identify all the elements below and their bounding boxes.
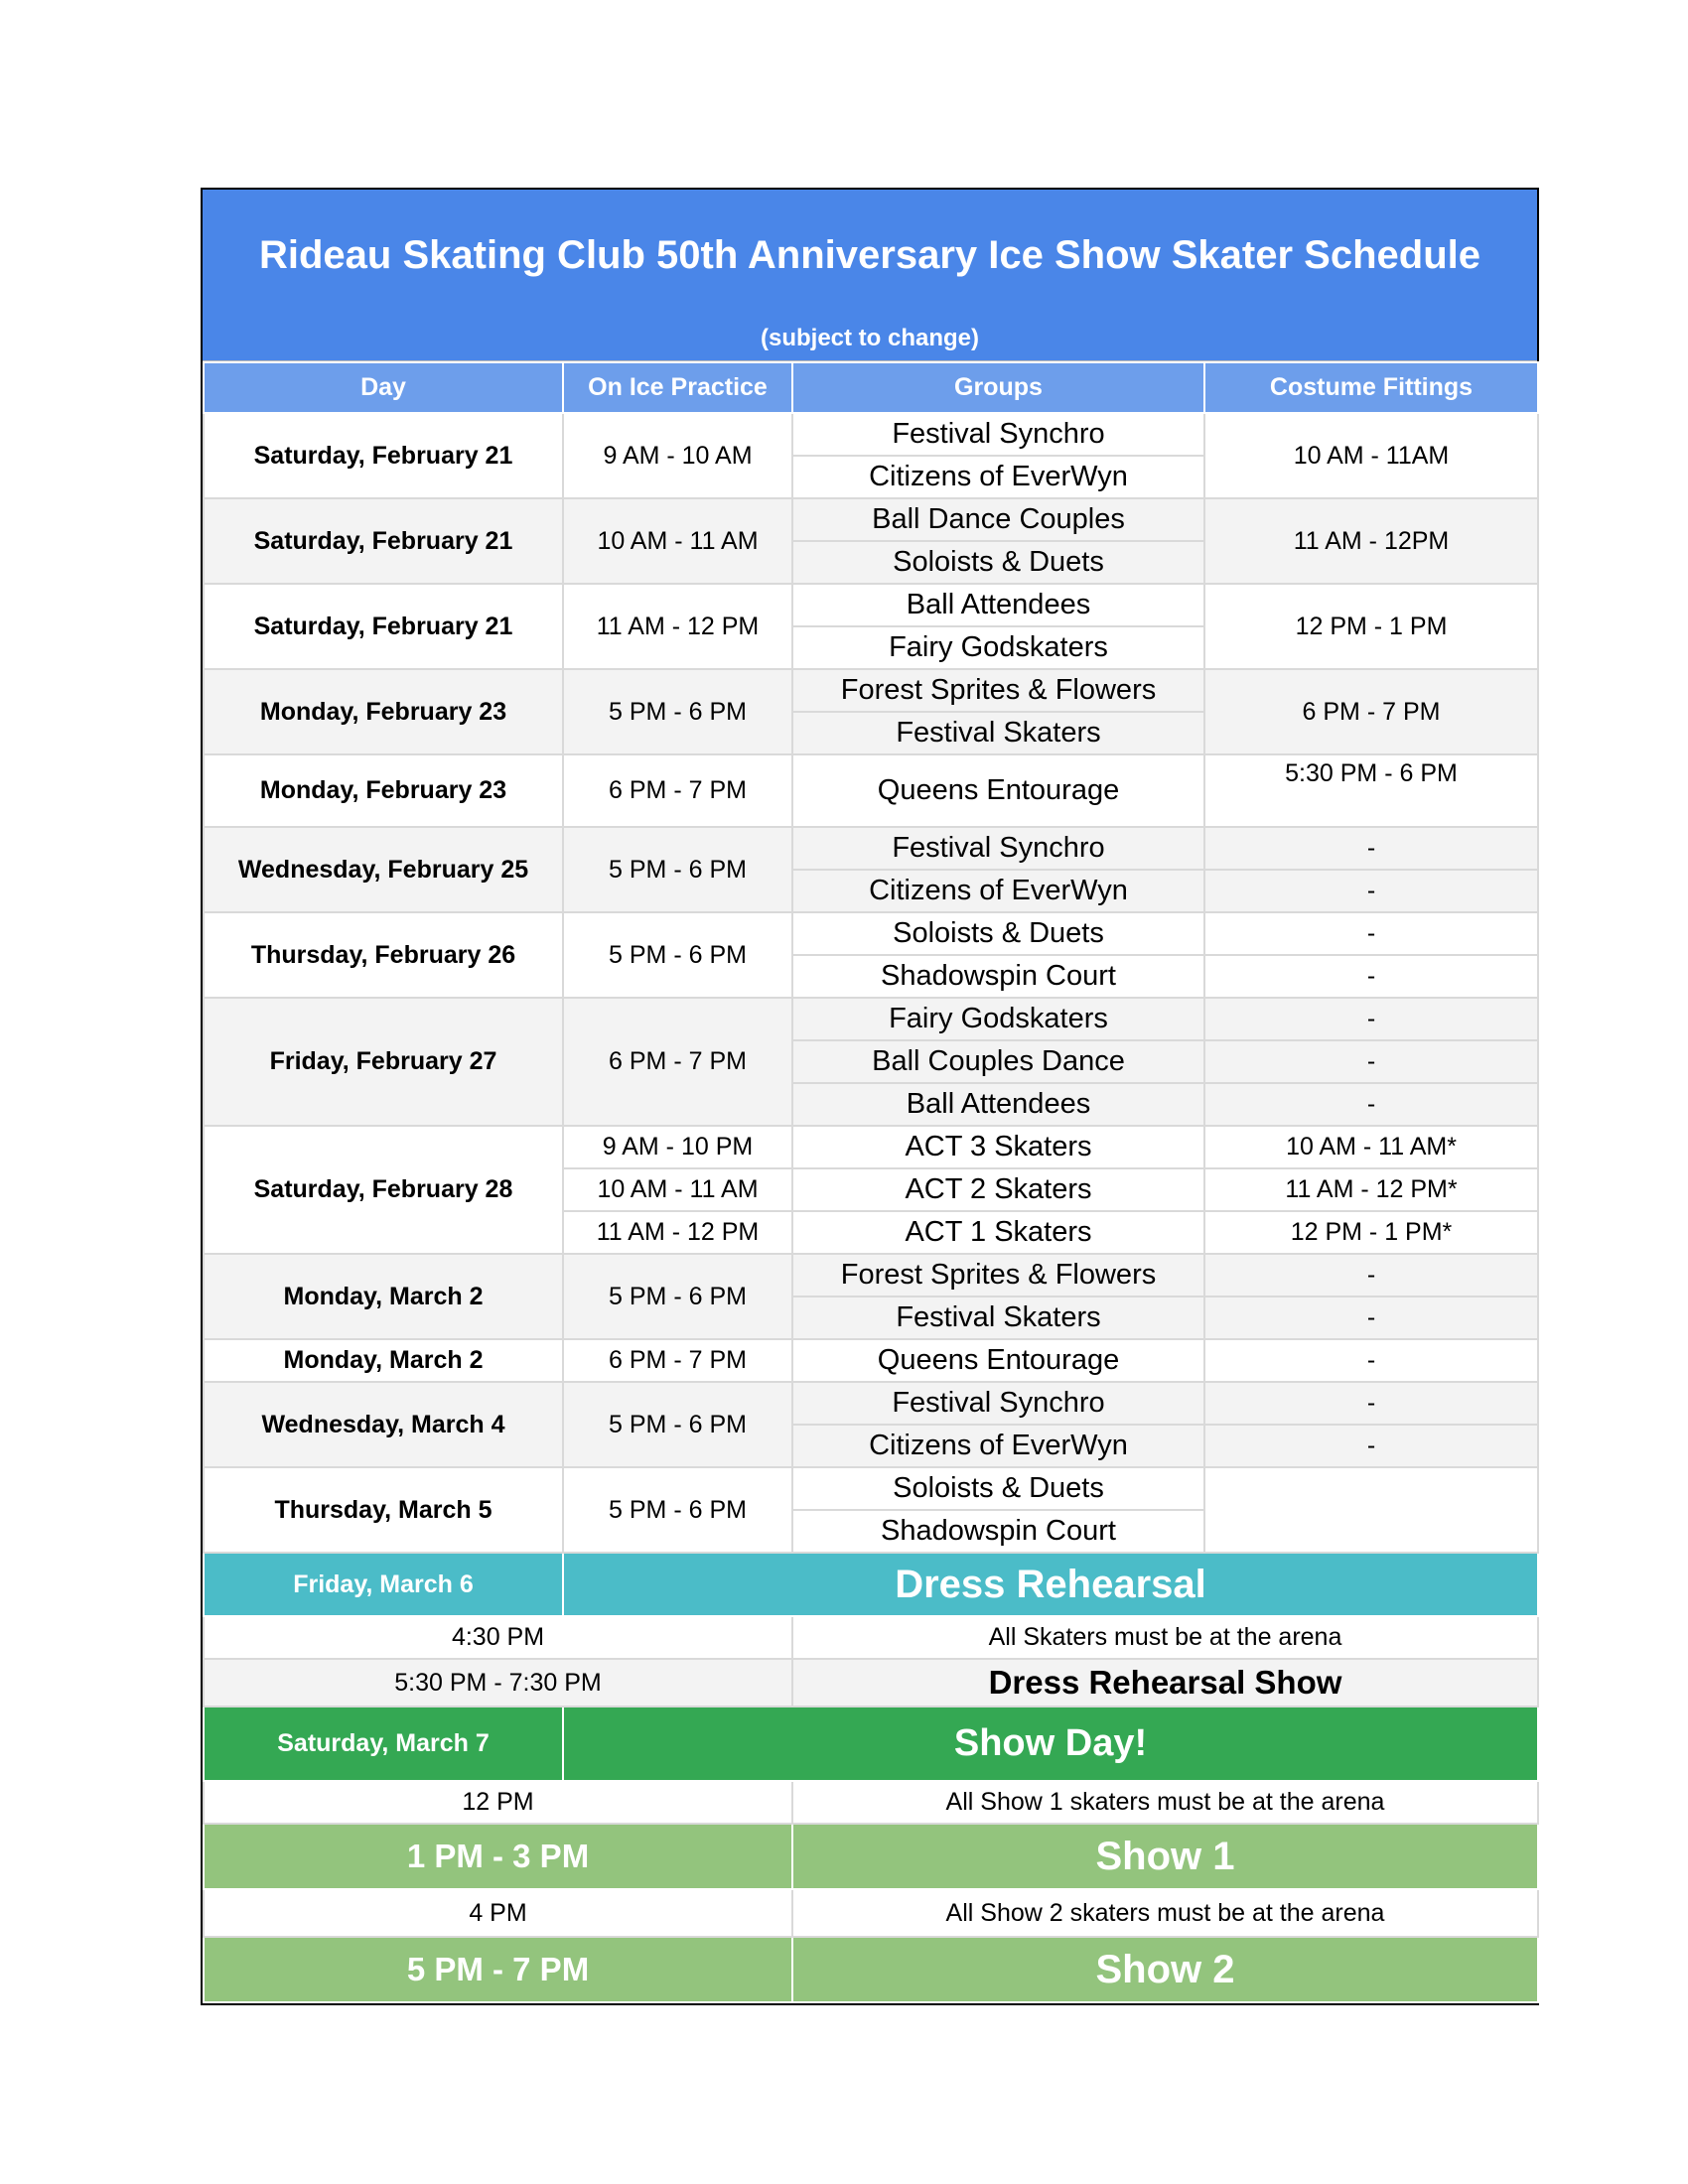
schedule-row [204,827,1538,870]
schedule-group: Citizens of EverWyn [792,456,1204,498]
schedule-costume-fitting: - [1204,1382,1538,1425]
schedule-group: Shadowspin Court [792,955,1204,998]
schedule-costume-fitting: - [1204,1254,1538,1297]
schedule-costume-fitting: - [1204,1040,1538,1083]
schedule-row [204,1126,1538,1168]
schedule-group: Festival Skaters [792,712,1204,754]
schedule-costume-fitting: - [1204,1425,1538,1467]
schedule-costume-fitting: 5:30 PM - 6 PM [1204,754,1538,827]
dress-rehearsal-show-time: 5:30 PM - 7:30 PM [204,1659,792,1706]
show1-time: 1 PM - 3 PM [204,1824,792,1889]
schedule-day: Monday, February 23 [204,754,563,827]
schedule-practice-time: 5 PM - 6 PM [563,827,792,912]
show-day-title: Show Day! [563,1706,1538,1781]
table-header-row [204,362,1538,413]
show-day-date: Saturday, March 7 [204,1706,563,1781]
schedule-group: Ball Dance Couples [792,498,1204,541]
schedule-day: Wednesday, February 25 [204,827,563,912]
schedule-group: Ball Attendees [792,1083,1204,1126]
schedule-day: Monday, March 2 [204,1254,563,1339]
show2-arrival-time: 4 PM [204,1889,792,1937]
schedule-costume-fitting: - [1204,1339,1538,1382]
schedule-document [201,188,1539,2005]
schedule-practice-time: 9 AM - 10 AM [563,413,792,498]
schedule-costume-fitting [1204,1467,1538,1510]
schedule-group: Citizens of EverWyn [792,1425,1204,1467]
schedule-day: Saturday, February 21 [204,498,563,584]
schedule-practice-time: 10 AM - 11 AM [563,1168,792,1211]
schedule-costume-fitting: - [1204,1297,1538,1339]
schedule-day: Friday, February 27 [204,998,563,1126]
schedule-group: Soloists & Duets [792,912,1204,955]
schedule-body [204,413,1538,1553]
dress-rehearsal-show-label: Dress Rehearsal Show [792,1659,1538,1706]
schedule-table [203,361,1539,2003]
schedule-practice-time: 6 PM - 7 PM [563,998,792,1126]
schedule-row [204,1382,1538,1425]
schedule-group: ACT 3 Skaters [792,1126,1204,1168]
schedule-group: Soloists & Duets [792,1467,1204,1510]
schedule-costume-fitting: - [1204,827,1538,870]
dress-rehearsal-arrival-row [204,1616,1538,1659]
dress-rehearsal-title: Dress Rehearsal [563,1553,1538,1616]
event-section [204,1553,1538,2002]
header-groups: Groups [792,362,1204,413]
schedule-costume-fitting: 10 AM - 11 AM* [1204,1126,1538,1168]
dress-rehearsal-day: Friday, March 6 [204,1553,563,1616]
dress-rehearsal-header [204,1553,1538,1616]
schedule-group: Forest Sprites & Flowers [792,1254,1204,1297]
schedule-group: Festival Synchro [792,827,1204,870]
schedule-row [204,912,1538,955]
schedule-day: Saturday, February 28 [204,1126,563,1254]
schedule-day: Saturday, February 21 [204,584,563,669]
show2-time: 5 PM - 7 PM [204,1937,792,2002]
schedule-row [204,1339,1538,1382]
dress-rehearsal-arrival-note: All Skaters must be at the arena [792,1616,1538,1659]
schedule-group: Queens Entourage [792,754,1204,827]
schedule-costume-fitting: 11 AM - 12PM [1204,498,1538,584]
schedule-practice-time: 6 PM - 7 PM [563,1339,792,1382]
schedule-row [204,998,1538,1040]
schedule-group: Queens Entourage [792,1339,1204,1382]
show2-arrival-row [204,1889,1538,1937]
dress-rehearsal-show-row [204,1659,1538,1706]
schedule-day: Monday, February 23 [204,669,563,754]
schedule-row [204,584,1538,626]
page-title: Rideau Skating Club 50th Anniversary Ice Show Skater Schedule [259,233,1480,277]
show2-label: Show 2 [792,1937,1538,2002]
schedule-costume-fitting [1204,1510,1538,1553]
show1-arrival-note: All Show 1 skaters must be at the arena [792,1781,1538,1824]
header-costume-fittings: Costume Fittings [1204,362,1538,413]
schedule-row [204,498,1538,541]
schedule-group: Fairy Godskaters [792,998,1204,1040]
page-subtitle: (subject to change) [760,325,980,351]
schedule-costume-fitting: - [1204,955,1538,998]
schedule-day: Monday, March 2 [204,1339,563,1382]
schedule-practice-time: 5 PM - 6 PM [563,1382,792,1467]
header-day: Day [204,362,563,413]
show2-row [204,1937,1538,2002]
schedule-costume-fitting: - [1204,912,1538,955]
schedule-costume-fitting: 11 AM - 12 PM* [1204,1168,1538,1211]
schedule-row [204,754,1538,827]
schedule-group: Festival Skaters [792,1297,1204,1339]
schedule-costume-fitting: 10 AM - 11AM [1204,413,1538,498]
schedule-day: Thursday, March 5 [204,1467,563,1553]
schedule-day: Saturday, February 21 [204,413,563,498]
dress-rehearsal-arrival-time: 4:30 PM [204,1616,792,1659]
show1-arrival-row [204,1781,1538,1824]
schedule-costume-fitting: 6 PM - 7 PM [1204,669,1538,754]
schedule-group: Festival Synchro [792,1382,1204,1425]
title-bar [203,190,1537,361]
schedule-group: Festival Synchro [792,413,1204,456]
schedule-practice-time: 9 AM - 10 PM [563,1126,792,1168]
schedule-group: ACT 1 Skaters [792,1211,1204,1254]
schedule-practice-time: 5 PM - 6 PM [563,912,792,998]
schedule-costume-fitting: - [1204,1083,1538,1126]
schedule-row [204,413,1538,456]
schedule-group: Fairy Godskaters [792,626,1204,669]
schedule-group: Shadowspin Court [792,1510,1204,1553]
schedule-costume-fitting: 12 PM - 1 PM [1204,584,1538,669]
schedule-costume-fitting: - [1204,998,1538,1040]
schedule-group: Ball Attendees [792,584,1204,626]
show2-arrival-note: All Show 2 skaters must be at the arena [792,1889,1538,1937]
show1-row [204,1824,1538,1889]
schedule-practice-time: 5 PM - 6 PM [563,1254,792,1339]
schedule-group: Citizens of EverWyn [792,870,1204,912]
show1-label: Show 1 [792,1824,1538,1889]
schedule-practice-time: 5 PM - 6 PM [563,669,792,754]
schedule-group: Forest Sprites & Flowers [792,669,1204,712]
schedule-group: Ball Couples Dance [792,1040,1204,1083]
schedule-practice-time: 10 AM - 11 AM [563,498,792,584]
schedule-row [204,669,1538,712]
schedule-practice-time: 5 PM - 6 PM [563,1467,792,1553]
schedule-group: ACT 2 Skaters [792,1168,1204,1211]
show-day-header [204,1706,1538,1781]
schedule-costume-fitting: 12 PM - 1 PM* [1204,1211,1538,1254]
show1-arrival-time: 12 PM [204,1781,792,1824]
schedule-practice-time: 11 AM - 12 PM [563,1211,792,1254]
schedule-day: Wednesday, March 4 [204,1382,563,1467]
schedule-row [204,1254,1538,1297]
schedule-practice-time: 11 AM - 12 PM [563,584,792,669]
header-on-ice-practice: On Ice Practice [563,362,792,413]
schedule-practice-time: 6 PM - 7 PM [563,754,792,827]
schedule-costume-fitting: - [1204,870,1538,912]
schedule-day: Thursday, February 26 [204,912,563,998]
schedule-row [204,1467,1538,1510]
schedule-group: Soloists & Duets [792,541,1204,584]
